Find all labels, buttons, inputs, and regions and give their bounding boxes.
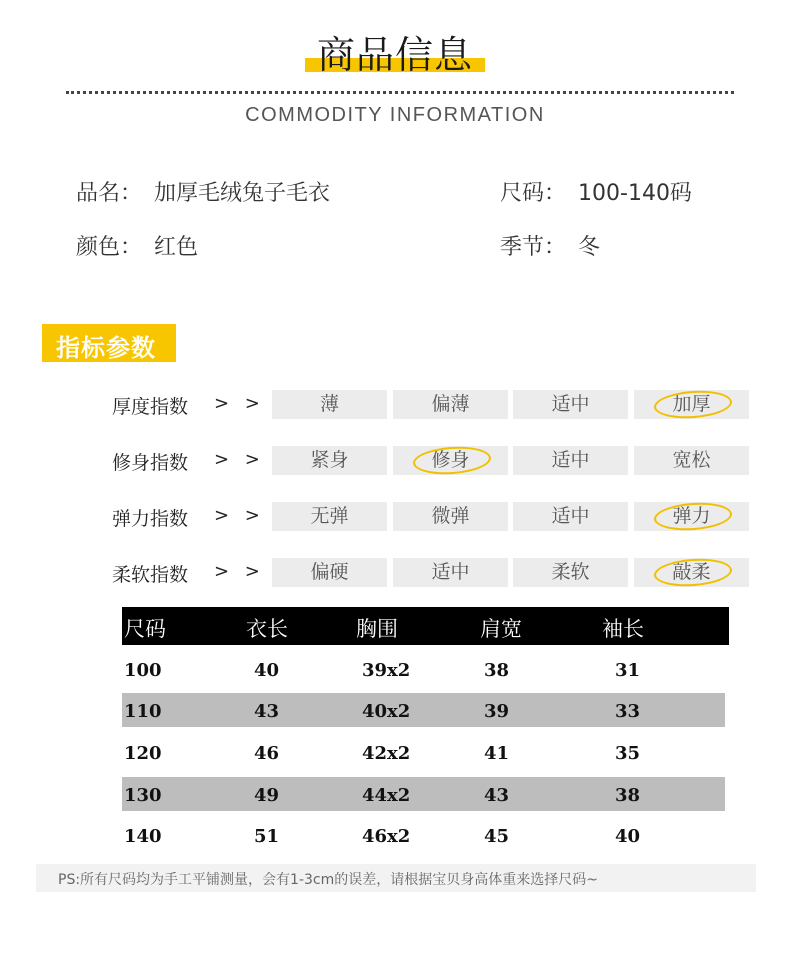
index-option: 宽松 [634,446,749,475]
index-option-selected: 修身 [393,446,508,475]
index-option-selected: 弹力 [634,502,749,531]
table-cell: 46x2 [362,826,411,847]
index-option: 无弹 [272,502,387,531]
table-cell: 130 [124,785,162,806]
index-arrow: > > [214,449,265,470]
info-name-value: 加厚毛绒兔子毛衣 [154,181,331,206]
index-label: 弹力指数 [112,508,189,530]
index-option: 适中 [513,502,628,531]
table-header-cell: 衣长 [246,617,288,641]
table-cell: 40 [615,826,641,847]
table-cell: 35 [615,743,641,764]
page-subtitle: COMMODITY INFORMATION [245,104,545,126]
table-cell: 43 [484,785,510,806]
index-option: 柔软 [513,558,628,587]
info-color-label: 颜色： [76,235,143,260]
index-option-selected: 敲柔 [634,558,749,587]
info-size-label: 尺码： [500,181,567,206]
table-cell: 42x2 [362,743,411,764]
table-header-cell: 胸围 [356,617,398,641]
table-cell: 120 [124,743,162,764]
page-title: 商品信息 [316,33,473,77]
table-header-cell: 尺码 [124,617,166,641]
index-option-selected: 加厚 [634,390,749,419]
info-size [500,176,692,207]
section-title: 指标参数 [56,334,156,362]
index-label: 柔软指数 [112,564,189,586]
table-cell: 38 [484,660,510,681]
info-color [76,230,198,261]
index-arrow: > > [214,393,265,414]
table-cell: 44x2 [362,785,411,806]
table-cell: 46 [254,743,280,764]
table-cell: 33 [615,701,641,722]
table-cell: 43 [254,701,280,722]
index-option: 适中 [393,558,508,587]
info-color-value: 红色 [154,235,199,260]
index-label: 修身指数 [112,452,189,474]
table-cell: 38 [615,785,641,806]
index-arrow: > > [214,561,265,582]
index-arrow: > > [214,505,265,526]
measurement-note: PS:所有尺码均为手工平铺测量，会有1-3cm的误差，请根据宝贝身高体重来选择尺码~ [58,872,598,888]
info-name-label: 品名： [76,181,143,206]
table-header-cell: 袖长 [602,617,644,641]
index-label: 厚度指数 [112,396,189,418]
index-option: 适中 [513,390,628,419]
info-name [76,176,330,207]
table-cell: 49 [254,785,280,806]
table-cell: 100 [124,660,162,681]
index-option: 薄 [272,390,387,419]
table-cell: 31 [615,660,641,681]
info-season [500,230,600,261]
table-cell: 41 [484,743,510,764]
table-header-cell: 肩宽 [480,617,522,641]
info-size-value: 100-140码 [578,181,692,206]
table-cell: 45 [484,826,510,847]
index-option: 偏硬 [272,558,387,587]
table-cell: 39 [484,701,510,722]
index-option: 偏薄 [393,390,508,419]
table-cell: 110 [124,701,162,722]
table-cell: 40x2 [362,701,411,722]
table-cell: 51 [254,826,280,847]
table-cell: 40 [254,660,280,681]
info-season-label: 季节： [500,235,567,260]
index-option: 微弹 [393,502,508,531]
dotted-divider [66,91,734,94]
index-option: 紧身 [272,446,387,475]
table-cell: 140 [124,826,162,847]
table-cell: 39x2 [362,660,411,681]
info-season-value: 冬 [578,235,601,260]
index-option: 适中 [513,446,628,475]
